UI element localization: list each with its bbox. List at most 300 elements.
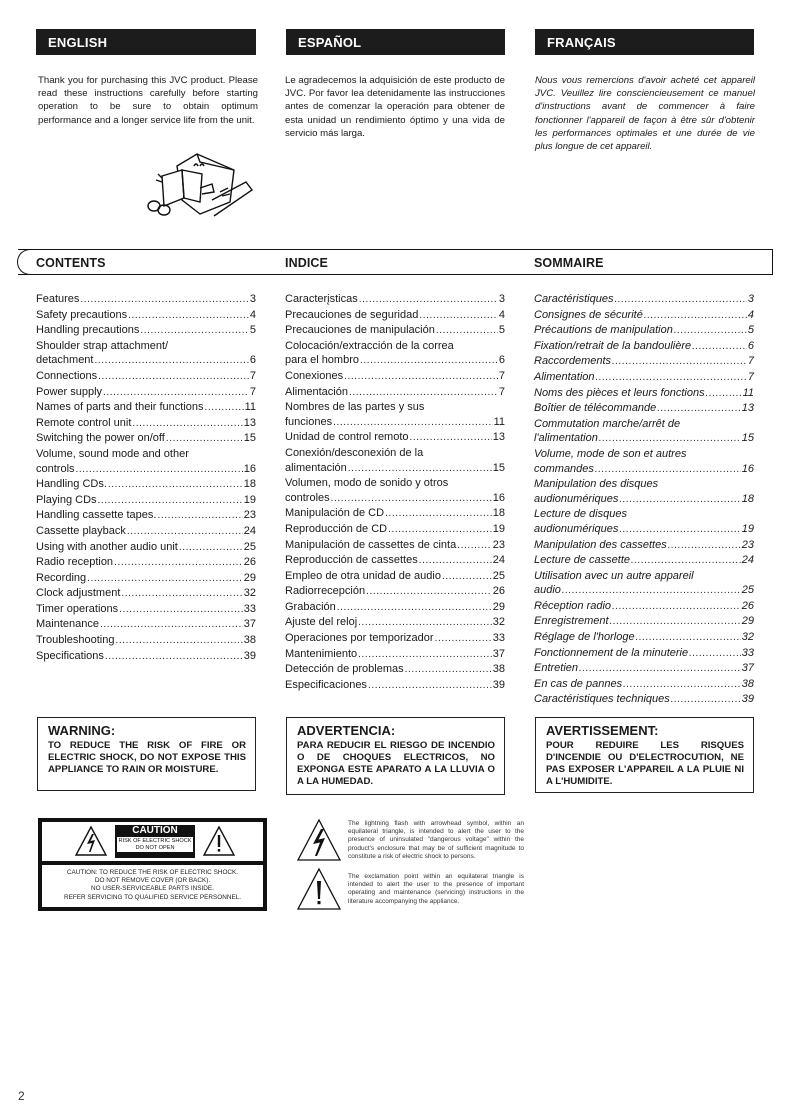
toc-entry: [36, 524, 256, 540]
dot-leader: [671, 692, 741, 708]
toc-entry: [534, 370, 754, 386]
toc-entry-title: Using with another audio unit: [36, 540, 178, 553]
dot-leader: [179, 540, 243, 556]
toc-entry-title: Detección de problemas: [285, 663, 404, 676]
toc-entry: [534, 677, 754, 693]
toc-page-number: 16: [741, 462, 754, 475]
toc-entry: [285, 292, 505, 308]
toc-entry-continuation: alimentación: [285, 461, 347, 474]
toc-page-number: 11: [493, 415, 505, 428]
dot-leader: [80, 292, 248, 308]
page-number: 2: [18, 1089, 25, 1103]
dot-leader: [619, 492, 740, 508]
caution-title: CAUTION: [132, 825, 178, 836]
toc-entry: [285, 678, 505, 694]
toc-entry-continuation: controls: [36, 462, 75, 475]
toc-entry: [285, 553, 505, 569]
toc-entry-title: Manipulation des disques: [534, 478, 659, 491]
dot-leader: [360, 353, 498, 369]
toc-entry: [36, 385, 256, 401]
dot-leader: [100, 617, 243, 633]
toc-entry-title: Reproducción de CD: [285, 522, 388, 535]
toc-page-number: 39: [741, 693, 754, 706]
dot-leader: [337, 600, 492, 616]
dot-leader: [358, 615, 492, 631]
toc-entry: [534, 692, 754, 708]
dot-leader: [388, 522, 492, 538]
toc-entry: [285, 600, 505, 616]
warning-title: WARNING:: [48, 723, 116, 738]
reading-character-illustration: [142, 148, 262, 228]
toc-page-number: 3: [498, 293, 505, 305]
toc-entry-continuation: funciones: [285, 415, 333, 428]
toc-entry: [285, 538, 505, 554]
toc-page-number: 7: [498, 369, 505, 382]
toc-entry-continuation: audionumériques: [534, 522, 619, 535]
toc-page-number: 37: [243, 618, 256, 631]
dot-leader: [623, 677, 741, 693]
toc-entry: [36, 416, 256, 432]
toc-francais: [534, 292, 754, 708]
toc-entry: [285, 631, 505, 647]
toc-entry-title: Handling cassette tapes.: [36, 509, 157, 522]
toc-page-number: 33: [243, 602, 256, 615]
toc-entry: [36, 493, 256, 509]
caution-badge: [115, 825, 195, 858]
toc-entry: [36, 649, 256, 665]
toc-entry-title: Grabación: [285, 600, 336, 613]
dot-leader: [115, 633, 242, 649]
toc-page-number: 29: [741, 615, 754, 628]
toc-entry-title: Mantenimiento: [285, 647, 358, 660]
toc-entry-title: Radio reception: [36, 556, 114, 569]
toc-entry: [285, 506, 505, 522]
toc-entry: [285, 385, 505, 401]
toc-page-number: 23: [492, 538, 505, 551]
warning-body: POUR REDUIRE LES RISQUES D'INCENDIE OU D'ELECTROCUTION, NE PAS EXPOSER L'APPAREIL A LA PLUIE NI A L'HUMIDITE.: [546, 740, 744, 787]
toc-entry-title: Maintenance: [36, 618, 99, 631]
toc-page-number: 38: [243, 634, 256, 647]
dot-leader: [121, 586, 242, 602]
toc-entry-title: Playing CDs: [36, 493, 97, 506]
warning-espanol: [286, 717, 505, 795]
toc-entry: [285, 323, 505, 339]
toc-entry-title: Caractéristiques: [534, 293, 614, 305]
dot-leader: [98, 493, 243, 509]
toc-entry-title: Utilisation avec un autre appareil: [534, 569, 694, 582]
english-intro: Thank you for purchasing this JVC product. Please read these instructions carefully before starting operation to be sure to obtain optimum performance and a longer service life from the unit.: [38, 75, 258, 126]
toc-entry-title: Reproducción de cassettes: [285, 554, 418, 567]
dot-leader: [457, 538, 492, 554]
dot-leader: [610, 614, 741, 630]
caution-text: CAUTION: TO REDUCE THE RISK OF ELECTRIC SHOCK. DO NOT REMOVE COVER (OR BACK). NO USER-SERVICEABLE PARTS INSIDE. REFER SERVICING TO QUALIFIED SERVICE PERSONNEL.: [42, 865, 263, 907]
toc-entry: [534, 553, 754, 569]
toc-page-number: 11: [742, 386, 754, 399]
toc-page-number: 11: [244, 401, 256, 414]
toc-entry: [534, 462, 754, 478]
toc-page-number: 32: [741, 631, 754, 644]
dot-leader: [348, 461, 492, 477]
toc-page-number: 13: [492, 431, 505, 444]
dot-leader: [103, 385, 249, 401]
toc-entry: [36, 462, 256, 478]
dot-leader: [359, 292, 498, 308]
toc-entry-title: Caractéristiques techniques: [534, 693, 670, 706]
dot-leader: [205, 400, 244, 416]
warning-body: TO REDUCE THE RISK OF FIRE OR ELECTRIC SHOCK, DO NOT EXPOSE THIS APPLIANCE TO RAIN OR MOISTURE.: [48, 740, 246, 775]
toc-entry: [285, 461, 505, 477]
toc-entry-title: Specifications: [36, 649, 104, 662]
toc-entry: [534, 492, 754, 508]
dot-leader: [405, 662, 492, 678]
toc-entry-title: Power supply: [36, 385, 103, 398]
toc-entry: [534, 431, 754, 447]
toc-entry: [36, 353, 256, 369]
toc-entry: [36, 308, 256, 324]
toc-page-number: 7: [747, 370, 754, 383]
toc-entry: [285, 353, 505, 369]
toc-entry-title: Volumen, modo de sonido y otros: [285, 477, 449, 490]
toc-page-number: 13: [741, 402, 754, 415]
toc-entry-title: Safety precautions: [36, 308, 128, 321]
toc-page-number: 18: [243, 478, 256, 491]
toc-entry-title: Caracterįsticas: [285, 293, 358, 305]
toc-entry: [36, 508, 256, 524]
toc-entry: [285, 430, 505, 446]
toc-page-number: 6: [498, 354, 505, 367]
contents-label: CONTENTS: [36, 256, 106, 270]
toc-entry-title: Handling precautions: [36, 324, 140, 337]
toc-entry-title: Consignes de sécurité: [534, 308, 643, 321]
toc-page-number: 5: [249, 324, 256, 337]
toc-page-number: 39: [243, 649, 256, 662]
toc-page-number: 25: [243, 540, 256, 553]
espanol-intro: Le agradecemos la adquisición de este producto de JVC. Por favor lea detenidamente las instrucciones antes de comenzar la operación para obtener de esta unidad un rendimiento óptimo y una vida de servicio más larga.: [285, 75, 505, 139]
exclamation-triangle-icon: [296, 867, 342, 911]
dot-leader: [596, 370, 747, 386]
toc-page-number: 29: [492, 600, 505, 613]
toc-entry: [285, 415, 505, 431]
dot-leader: [595, 462, 741, 478]
caution-label-box: [38, 818, 267, 911]
toc-entry-title: Alimentación: [285, 385, 348, 398]
dot-leader: [706, 386, 742, 402]
toc-entry-title: Réglage de l'horloge: [534, 631, 635, 644]
dot-leader: [692, 339, 747, 355]
dot-leader: [76, 462, 243, 478]
toc-entry-title: Switching the power on/off: [36, 432, 165, 445]
dot-leader: [385, 506, 492, 522]
toc-espanol: [285, 292, 505, 693]
toc-entry: [285, 522, 505, 538]
toc-entry: [36, 477, 256, 493]
toc-entry-continuation: audionumériques: [534, 492, 619, 505]
warning-english: [37, 717, 256, 791]
toc-page-number: 13: [243, 416, 256, 429]
toc-page-number: 38: [492, 663, 505, 676]
toc-page-number: 38: [741, 677, 754, 690]
toc-entry-continuation: l'alimentation: [534, 432, 598, 445]
toc-page-number: 29: [243, 571, 256, 584]
dot-leader: [140, 323, 249, 339]
english-header: ENGLISH: [36, 29, 256, 55]
toc-entry-title: Recording: [36, 571, 87, 584]
dot-leader: [612, 599, 741, 615]
toc-page-number: 4: [498, 308, 505, 321]
dot-leader: [368, 678, 492, 694]
toc-page-number: 15: [741, 432, 754, 445]
toc-page-number: 19: [741, 522, 754, 535]
toc-entry-title: Volume, mode de son et autres: [534, 447, 687, 460]
toc-page-number: 32: [492, 616, 505, 629]
toc-entry-title: Lecture de disques: [534, 508, 627, 521]
warning-francais: [535, 717, 754, 793]
toc-page-number: 37: [741, 662, 754, 675]
dot-leader: [668, 538, 741, 554]
toc-entry: [534, 599, 754, 615]
toc-entry: [534, 538, 754, 554]
toc-entry-title: Features: [36, 293, 80, 305]
toc-entry-title: Precauciones de manipulación: [285, 324, 435, 337]
toc-entry: [36, 571, 256, 587]
warning-title: AVERTISSEMENT:: [546, 723, 659, 738]
toc-entry: [534, 583, 754, 599]
dot-leader: [619, 522, 740, 538]
toc-page-number: 15: [492, 461, 505, 474]
toc-entry-continuation: audio: [534, 584, 561, 597]
warning-title: ADVERTENCIA:: [297, 723, 396, 738]
toc-page-number: 3: [747, 293, 754, 305]
toc-entry: [285, 615, 505, 631]
toc-entry: [534, 522, 754, 538]
toc-page-number: 18: [741, 492, 754, 505]
dot-leader: [631, 553, 741, 569]
dot-leader: [127, 524, 243, 540]
toc-entry-title: Commutation marche/arrêt de: [534, 417, 681, 430]
toc-entry-title: Noms des pièces et leurs fonctions: [534, 386, 705, 399]
toc-entry-title: Fixation/retrait de la bandoulière: [534, 339, 692, 352]
toc-entry-title: Fonctionnement de la minuterie: [534, 646, 689, 659]
lightning-description: The lightning flash with arrowhead symbol, within an equilateral triangle, is intended to alert the user to the presence of uninsulated "dangerous voltage" within the product's enclosure that may be of sufficient magnitude to constitute a risk of electric shock to persons.: [348, 820, 524, 860]
toc-entry: [534, 661, 754, 677]
toc-entry: [285, 569, 505, 585]
toc-page-number: 7: [498, 385, 505, 398]
toc-entry-title: Clock adjustment: [36, 587, 121, 600]
toc-entry-title: Manipulación de CD: [285, 507, 385, 520]
toc-entry-title: Timer operations: [36, 602, 119, 615]
dot-leader: [331, 491, 492, 507]
contents-bar: [18, 249, 773, 275]
toc-page-number: 33: [741, 646, 754, 659]
toc-page-number: 6: [747, 339, 754, 352]
toc-entry-title: Ajuste del reloj: [285, 616, 358, 629]
toc-entry-title: Alimentation: [534, 370, 595, 383]
dot-leader: [636, 630, 741, 646]
toc-page-number: 6: [249, 354, 256, 367]
toc-entry-title: Réception radio: [534, 599, 612, 612]
toc-entry-title: Nombres de las partes y sus: [285, 401, 425, 414]
toc-page-number: 39: [492, 678, 505, 691]
toc-entry-title: Handling CDs.: [36, 478, 107, 491]
toc-entry: [285, 308, 505, 324]
toc-page-number: 23: [741, 538, 754, 551]
toc-entry: [534, 308, 754, 324]
toc-entry: [36, 617, 256, 633]
dot-leader: [157, 508, 242, 524]
toc-page-number: 24: [243, 524, 256, 537]
toc-entry-title: Names of parts and their functions: [36, 401, 204, 414]
dot-leader: [358, 647, 492, 663]
warning-body: PARA REDUCIR EL RIESGO DE INCENDIO O DE CHOQUES ELECTRICOS, NO EXPONGA ESTE APARATO A LA LLUVIA O A LA HUMEDAD.: [297, 740, 495, 787]
toc-entry: [534, 386, 754, 402]
toc-page-number: 33: [492, 632, 505, 645]
toc-entry-title: Manipulation des cassettes: [534, 538, 667, 551]
dot-leader: [562, 583, 741, 599]
dot-leader: [614, 292, 746, 308]
dot-leader: [419, 553, 492, 569]
dot-leader: [128, 308, 249, 324]
dot-leader: [344, 369, 498, 385]
toc-entry-continuation: controles: [285, 491, 330, 504]
toc-entry-title: En cas de pannes: [534, 677, 623, 690]
exclamation-description: The exclamation point within an equilateral triangle is intended to alert the user to the presence of important operating and maintenance (servicing) instructions in the literature accompanying the appliance.: [348, 873, 524, 905]
dot-leader: [599, 431, 741, 447]
toc-entry: [285, 491, 505, 507]
dot-leader: [166, 431, 243, 447]
toc-entry-title: Enregistrement: [534, 615, 609, 628]
caution-subtitle: RISK OF ELECTRIC SHOCK DO NOT OPEN: [118, 838, 192, 851]
dot-leader: [435, 631, 492, 647]
francais-header: FRANÇAIS: [535, 29, 754, 55]
toc-entry: [534, 646, 754, 662]
francais-intro: Nous vous remercions d'avoir acheté cet appareil JVC. Veuillez lire consciencieusement ce manuel d'instructions avant de commencer à faire fonctionner l'appareil de façon à être sûr d'obtenir les performances optimales et une durée de vie plus longue de cet appareil.: [535, 75, 755, 153]
toc-entry-title: Connections: [36, 369, 98, 382]
toc-page-number: 16: [492, 491, 505, 504]
toc-entry-title: Raccordements: [534, 355, 612, 368]
dot-leader: [657, 401, 740, 417]
toc-entry: [36, 555, 256, 571]
dot-leader: [689, 646, 741, 662]
toc-entry: [36, 431, 256, 447]
toc-entry: [534, 630, 754, 646]
toc-page-number: 25: [741, 584, 754, 597]
toc-page-number: 26: [492, 585, 505, 598]
toc-page-number: 7: [249, 369, 256, 382]
toc-entry: [285, 369, 505, 385]
toc-entry: [285, 584, 505, 600]
lightning-triangle-icon: [296, 818, 342, 862]
toc-page-number: 23: [243, 509, 256, 522]
toc-entry: [534, 323, 754, 339]
espanol-header: ESPAÑOL: [286, 29, 505, 55]
dot-leader: [442, 569, 492, 585]
toc-page-number: 26: [741, 599, 754, 612]
toc-entry: [534, 339, 754, 355]
toc-entry-title: Empleo de otra unidad de audio: [285, 569, 441, 582]
toc-page-number: 32: [243, 587, 256, 600]
dot-leader: [349, 385, 498, 401]
toc-entry-title: Lecture de cassette: [534, 554, 631, 567]
dot-leader: [419, 308, 498, 324]
toc-entry-title: Colocación/extracción de la correa: [285, 339, 454, 352]
toc-entry-title: Precauciones de seguridad: [285, 308, 419, 321]
toc-entry: [534, 354, 754, 370]
toc-entry: [534, 401, 754, 417]
toc-entry: [36, 602, 256, 618]
dot-leader: [436, 323, 498, 339]
dot-leader: [410, 430, 492, 446]
dot-leader: [119, 602, 243, 618]
toc-entry: [36, 633, 256, 649]
toc-entry-continuation: commandes: [534, 462, 594, 475]
dot-leader: [612, 354, 747, 370]
toc-entry-title: Manipulación de cassettes de cinta: [285, 538, 457, 551]
sommaire-label: SOMMAIRE: [534, 256, 604, 270]
dot-leader: [366, 584, 492, 600]
toc-entry: [36, 323, 256, 339]
toc-page-number: 7: [249, 385, 256, 398]
toc-page-number: 3: [249, 293, 256, 305]
toc-page-number: 5: [747, 324, 754, 337]
toc-entry-title: Précautions de manipulation: [534, 324, 673, 337]
toc-page-number: 24: [492, 554, 505, 567]
dot-leader: [87, 571, 243, 587]
toc-entry-title: Especificaciones: [285, 678, 367, 691]
toc-entry-title: Conexiones: [285, 369, 344, 382]
dot-leader: [94, 353, 248, 369]
toc-entry: [36, 369, 256, 385]
toc-entry: [285, 647, 505, 663]
toc-entry-title: Unidad de control remoto: [285, 431, 409, 444]
indice-label: INDICE: [285, 256, 328, 270]
toc-entry: [36, 400, 256, 416]
toc-entry-title: Remote control unit: [36, 416, 132, 429]
toc-entry-title: Boîtier de télécommande: [534, 402, 657, 415]
dot-leader: [579, 661, 741, 677]
toc-entry: [36, 292, 256, 308]
toc-entry-title: Conexión/desconexión de la: [285, 446, 424, 459]
toc-entry-continuation: detachment: [36, 354, 94, 367]
dot-leader: [105, 649, 243, 665]
toc-entry: [285, 662, 505, 678]
toc-entry-title: Troubleshooting: [36, 634, 115, 647]
dot-leader: [674, 323, 747, 339]
toc-entry-title: Volume, sound mode and other: [36, 447, 189, 460]
toc-page-number: 26: [243, 556, 256, 569]
toc-page-number: 15: [243, 432, 256, 445]
toc-entry-title: Shoulder strap attachment/: [36, 339, 169, 352]
toc-page-number: 25: [492, 569, 505, 582]
dot-leader: [108, 477, 243, 493]
toc-entry-title: Operaciones por temporizador: [285, 632, 434, 645]
toc-entry: [534, 614, 754, 630]
toc-entry-title: Entretien: [534, 662, 579, 675]
toc-entry-title: Radiorrecepción: [285, 585, 366, 598]
toc-page-number: 7: [747, 355, 754, 368]
toc-entry-title: Cassette playback: [36, 524, 126, 537]
dot-leader: [132, 416, 242, 432]
toc-entry-continuation: para el hombro: [285, 354, 359, 367]
dot-leader: [644, 308, 747, 324]
toc-english: [36, 292, 256, 664]
exclamation-triangle-icon: [202, 825, 236, 857]
toc-page-number: 18: [492, 507, 505, 520]
toc-page-number: 19: [243, 493, 256, 506]
dot-leader: [333, 415, 492, 431]
toc-page-number: 4: [249, 308, 256, 321]
toc-page-number: 24: [741, 554, 754, 567]
toc-page-number: 4: [747, 308, 754, 321]
